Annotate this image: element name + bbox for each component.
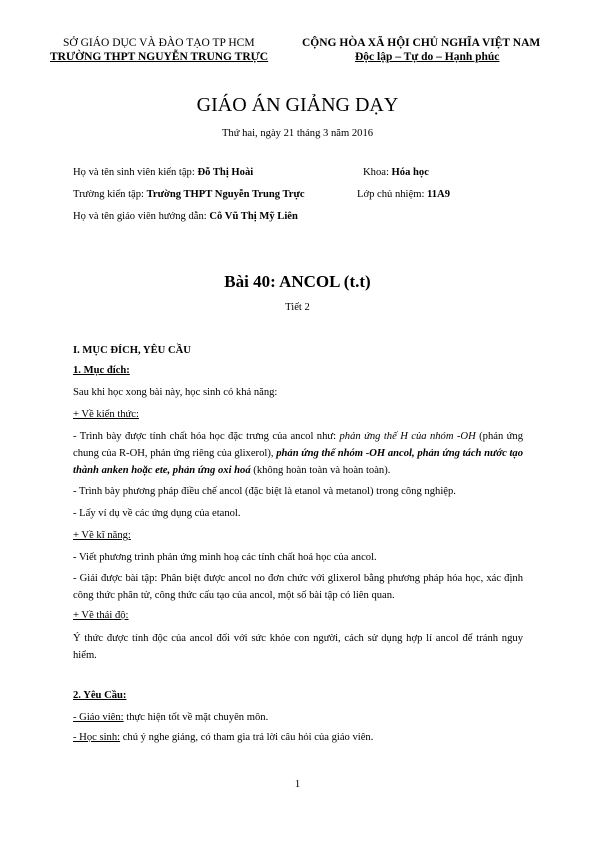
info-class (357, 186, 450, 203)
info-teacher-label: Họ và tên giáo viên hướng dẫn: (73, 211, 210, 222)
page-number: 1 (294, 778, 301, 790)
info-teacher (73, 208, 298, 225)
section1-heading: I. MỤC ĐÍCH, YÊU CẦU (73, 345, 191, 356)
knowledge-item-1-text-e: (không hoàn toàn và hoàn toàn). (250, 465, 391, 476)
skill-item-2: - Giải được bài tập: Phân biệt được ancol no đơn chức với glixerol bằng phương pháp hóa học, xác định công thức phân tử, công thức cấu tạo của ancol, một số bài tập có liên quan. (73, 573, 523, 601)
attitude-item-1: Ý thức được tính độc của ancol đối với sức khỏe con người, cách sử dụng hợp lí ancol để tránh nguy hiểm. (73, 633, 523, 661)
requirement-teacher (73, 709, 268, 726)
lesson-period: Tiết 2 (285, 302, 310, 313)
requirement-student-text: chú ý nghe giảng, có tham gia trả lời câu hỏi của giáo viên. (120, 732, 374, 743)
info-faculty-label: Khoa: (363, 167, 392, 178)
header-motto: Độc lập – Tự do – Hạnh phúc (355, 51, 500, 63)
header-department: SỞ GIÁO DỤC VÀ ĐÀO TẠO TP HCM (63, 37, 255, 49)
info-faculty (363, 164, 429, 181)
document-title: GIÁO ÁN GIẢNG DẠY (196, 94, 399, 116)
section1-purpose-heading: 1. Mục đích: (73, 365, 130, 376)
header-country: CỘNG HÒA XÃ HỘI CHỦ NGHĨA VIỆT NAM (302, 37, 541, 49)
knowledge-item-1-text-b: phản ứng thế H của nhóm -OH (339, 431, 476, 442)
requirement-teacher-label: - Giáo viên: (73, 712, 124, 723)
info-class-label: Lớp chủ nhiệm: (357, 189, 428, 200)
header-school: TRƯỜNG THPT NGUYỄN TRUNG TRỰC (50, 51, 269, 63)
requirement-student-label: - Học sinh: (73, 732, 121, 743)
skill-item-1: - Viết phương trình phản ứng minh hoạ các tính chất hoá học của ancol. (73, 552, 377, 563)
requirement-teacher-text: thực hiện tốt về mặt chuyên môn. (123, 712, 269, 723)
info-school (73, 186, 305, 203)
document-date: Thứ hai, ngày 21 tháng 3 năm 2016 (221, 128, 374, 139)
info-student-value: Đỗ Thị Hoài (197, 167, 254, 178)
knowledge-item-1 (73, 428, 523, 479)
knowledge-heading: + Về kiến thức: (73, 409, 139, 420)
info-school-value: Trường THPT Nguyễn Trung Trực (146, 189, 305, 200)
info-faculty-value: Hóa học (391, 167, 429, 178)
section1-intro: Sau khi học xong bài này, học sinh có khả năng: (73, 387, 278, 398)
skill-heading: + Về kĩ năng: (73, 530, 131, 541)
info-class-value: 11A9 (427, 189, 451, 200)
knowledge-item-3: - Lấy ví dụ về các ứng dụng của etanol. (73, 508, 241, 519)
info-student-label: Họ và tên sinh viên kiến tập: (73, 167, 198, 178)
info-teacher-value: Cô Vũ Thị Mỹ Liên (209, 211, 298, 222)
info-school-label: Trường kiến tập: (73, 189, 147, 200)
knowledge-item-2: - Trình bày phương pháp điều chế ancol (đặc biệt là etanol và metanol) trong công nghiệp. (73, 486, 456, 497)
requirement-student (73, 729, 373, 746)
knowledge-item-1-text-c: (phản ứng chung của R-OH, phản ứng riêng của glixerol), (73, 431, 523, 459)
section2-heading: 2. Yêu Cầu: (73, 690, 127, 701)
lesson-title: Bài 40: ANCOL (t.t) (224, 272, 371, 291)
knowledge-item-1-text-d: phản ứng thế nhóm -OH ancol, phản ứng tách nước tạo thành anken hoặc ete, phản ứng oxi hoá (73, 448, 523, 476)
info-student (73, 164, 253, 181)
knowledge-item-1-text-a: - Trình bày được tính chất hóa học đặc trưng của ancol như: (73, 431, 340, 442)
attitude-heading: + Về thái độ: (73, 610, 129, 621)
